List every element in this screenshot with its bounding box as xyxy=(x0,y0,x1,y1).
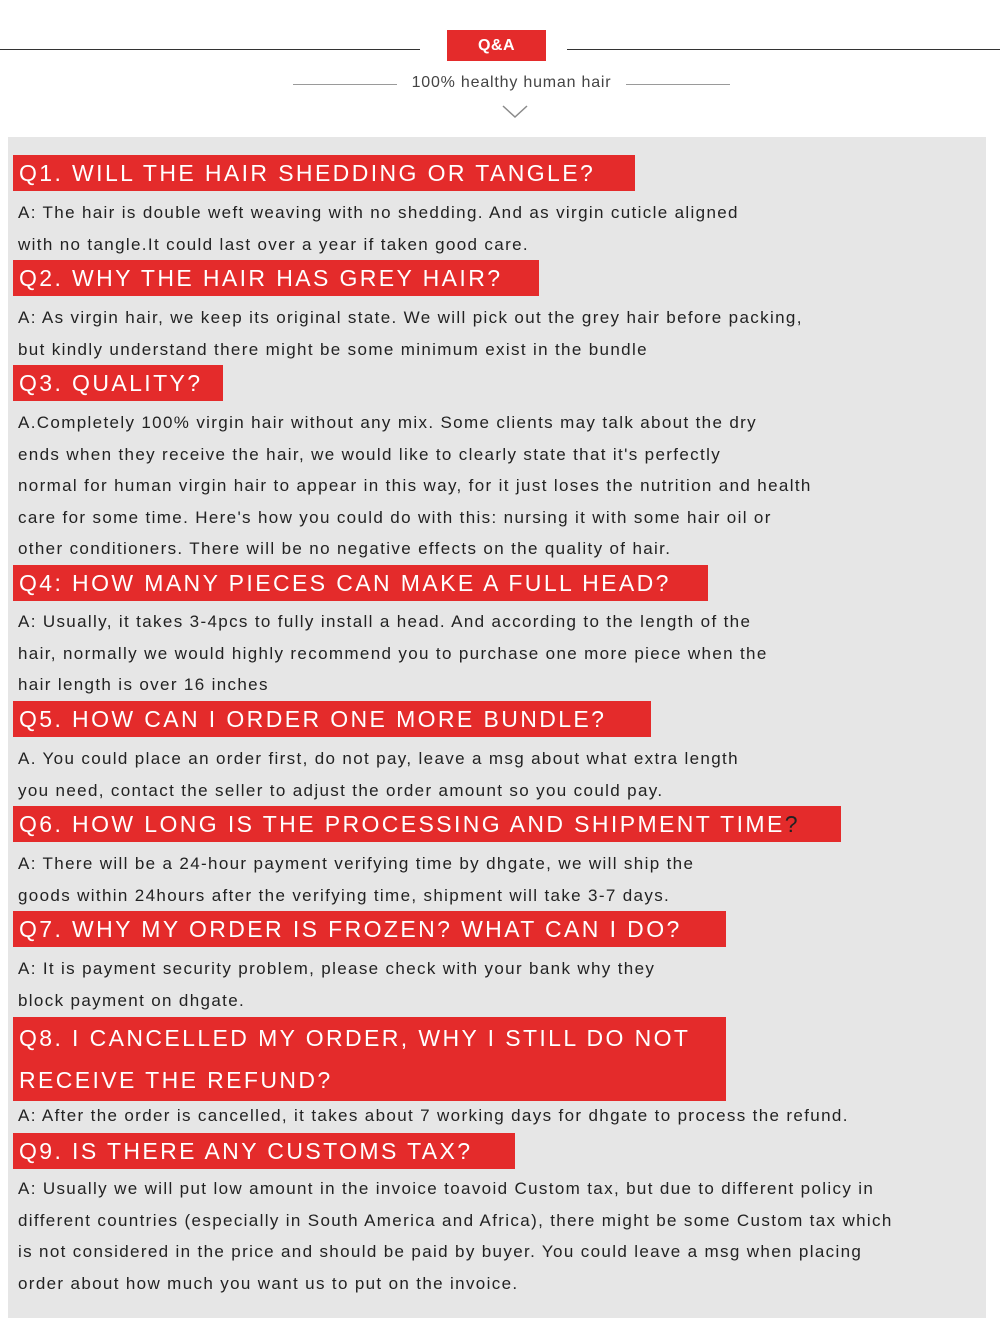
faq-question: Q3. QUALITY? xyxy=(13,365,223,401)
answer-line: A: The hair is double weft weaving with no shedding. And as virgin cuticle aligned xyxy=(18,203,739,222)
faq-question: Q2. WHY THE HAIR HAS GREY HAIR? xyxy=(13,260,539,296)
faq-answer xyxy=(18,848,694,911)
faq-answer xyxy=(18,197,739,260)
faq-answer xyxy=(18,953,655,1016)
faq-question-text: Q6. HOW LONG IS THE PROCESSING AND SHIPMENT TIME xyxy=(19,811,785,837)
answer-line: A: There will be a 24-hour payment verifying time by dhgate, we will ship the xyxy=(18,854,695,873)
answer-line: hair, normally we would highly recommend you to purchase one more piece when the xyxy=(18,643,768,663)
answer-line: goods within 24hours after the verifying time, shipment will take 3-7 days. xyxy=(18,885,671,905)
faq-question-line: RECEIVE THE REFUND? xyxy=(19,1067,333,1093)
faq-answer xyxy=(18,1100,849,1132)
answer-line: other conditioners. There will be no negative effects on the quality of hair. xyxy=(18,539,672,558)
faq-question-line: Q8. I CANCELLED MY ORDER, WHY I STILL DO NOT xyxy=(19,1025,691,1051)
faq-question: Q5. HOW CAN I ORDER ONE MORE BUNDLE? xyxy=(13,701,651,737)
answer-line: A: Usually, it takes 3-4pcs to fully install a head. And according to the length of the xyxy=(18,612,752,631)
question-mark: ? xyxy=(784,811,800,837)
answer-line: normal for human virgin hair to appear in this way, for it just loses the nutrition and health xyxy=(18,476,812,495)
subtitle: 100% healthy human hair xyxy=(411,74,612,91)
faq-question xyxy=(13,806,841,842)
answer-line: block payment on dhgate. xyxy=(18,990,246,1010)
answer-line: but kindly understand there might be some minimum exist in the bundle xyxy=(18,339,648,359)
faq-question: Q1. WILL THE HAIR SHEDDING OR TANGLE? xyxy=(13,155,635,191)
answer-line: A: It is payment security problem, please check with your bank why they xyxy=(18,959,656,978)
answer-line: you need, contact the seller to adjust the order amount so you could pay. xyxy=(18,780,664,800)
header-divider-right xyxy=(567,49,1000,50)
faq-answer xyxy=(18,302,803,365)
answer-line: with no tangle.It could last over a year if taken good care. xyxy=(18,234,529,254)
faq-question: Q4: HOW MANY PIECES CAN MAKE A FULL HEAD? xyxy=(13,565,708,601)
faq-question: Q7. WHY MY ORDER IS FROZEN? WHAT CAN I DO? xyxy=(13,911,726,947)
faq-answer xyxy=(18,1173,893,1299)
answer-line: different countries (especially in South America and Africa), there might be some Custom tax which xyxy=(18,1210,893,1230)
answer-line: order about how much you want us to put on the invoice. xyxy=(18,1273,519,1293)
answer-line: care for some time. Here's how you could do with this: nursing it with some hair oil or xyxy=(18,507,772,527)
faq-answer xyxy=(18,606,768,701)
answer-line: A. You could place an order first, do not pay, leave a msg about what extra length xyxy=(18,749,739,768)
header-divider-left xyxy=(0,49,420,50)
answer-line: is not considered in the price and should be paid by buyer. You could leave a msg when placing xyxy=(18,1242,863,1261)
faq-question: Q9. IS THERE ANY CUSTOMS TAX? xyxy=(13,1133,515,1169)
subtitle-divider-right xyxy=(626,84,730,85)
faq-answer xyxy=(18,743,739,806)
answer-line: A.Completely 100% virgin hair without any mix. Some clients may talk about the dry xyxy=(18,413,758,432)
faq-answer xyxy=(18,407,812,565)
qa-badge: Q&A xyxy=(447,30,546,61)
answer-line: hair length is over 16 inches xyxy=(18,675,269,694)
answer-line: ends when they receive the hair, we would like to clearly state that it's perfectly xyxy=(18,444,722,464)
subtitle-divider-left xyxy=(293,84,397,85)
chevron-down-icon xyxy=(501,104,529,120)
answer-line: A: Usually we will put low amount in the invoice toavoid Custom tax, but due to different policy in xyxy=(18,1179,875,1198)
faq-question xyxy=(13,1017,726,1101)
answer-line: A: As virgin hair, we keep its original state. We will pick out the grey hair before packing, xyxy=(18,308,803,327)
answer-line: A: After the order is cancelled, it takes about 7 working days for dhgate to process the refund. xyxy=(18,1106,849,1125)
